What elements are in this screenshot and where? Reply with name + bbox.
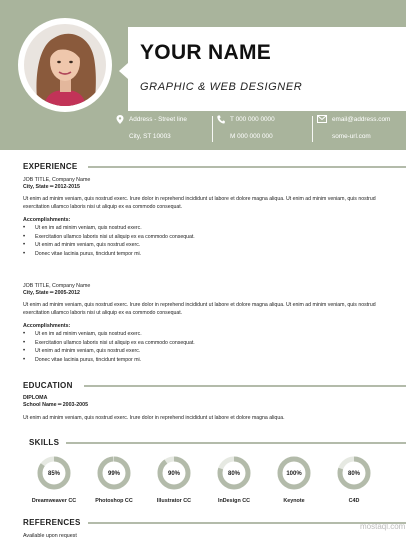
list-item: • Donec vitae lacinia purus, tincidunt tempor mi.	[23, 356, 383, 365]
section-rule	[88, 166, 406, 168]
job-title: JOB TITLE, Company Name	[23, 283, 91, 289]
skill-item	[84, 455, 144, 504]
job-description: Ut enim ad minim veniam, quis nostrud exerc. Irure dolor in reprehend incididunt ut labore et dolore magna aliqua. Ut enim ad minim veniam, quis nostrud exercitation ullamco laboris nisi ut aliquip ex ea commodo consequat.	[23, 196, 376, 210]
phone-icon	[217, 115, 226, 124]
experience-job-1	[23, 177, 383, 258]
skill-ring	[156, 455, 192, 491]
skill-name: Photoshop CC	[95, 498, 133, 504]
section-rule	[84, 385, 406, 387]
skill-item	[204, 455, 264, 504]
accomplishments-list	[23, 330, 383, 364]
job-location-dates: City, State ━ 2012-2015	[23, 184, 80, 190]
degree: DIPLOMA	[23, 395, 48, 401]
skill-name: Keynote	[283, 498, 305, 504]
skills-chart	[24, 455, 384, 511]
profile-photo	[24, 24, 106, 106]
contact-address	[129, 115, 187, 142]
accomplishments-label: Accomplishments:	[23, 323, 71, 329]
job-title: JOB TITLE, Company Name	[23, 177, 91, 183]
skill-percent-label: 80%	[347, 471, 361, 477]
contact-divider	[312, 116, 313, 142]
skill-item	[264, 455, 324, 504]
references-text: Available upon request	[23, 533, 77, 539]
full-name: YOUR NAME	[140, 41, 272, 64]
section-rule	[66, 442, 406, 444]
skill-name: InDesign CC	[217, 498, 251, 504]
phone-line1: T 000 000 0000	[230, 116, 275, 123]
skill-name: C4D	[348, 498, 360, 504]
experience-job-2	[23, 283, 383, 364]
skill-item	[144, 455, 204, 504]
address-line2: City, ST 10003	[129, 133, 171, 140]
accomplishments-list	[23, 224, 383, 258]
envelope-icon	[317, 115, 326, 124]
header-band	[0, 0, 406, 150]
name-card	[128, 27, 406, 111]
phone-line2: M 000 000 000	[230, 133, 273, 140]
skill-percent-label: 90%	[167, 471, 181, 477]
skill-percent-label: 99%	[107, 471, 121, 477]
education-description: Ut enim ad minim veniam, quis nostrud exerc. Irure dolor in reprehend incididunt ut labore et dolore magna aliqua.	[23, 415, 285, 421]
education-entry	[23, 395, 383, 422]
contact-phone	[230, 115, 275, 142]
list-item: • Ut en im ad minim veniam, quis nostrud exerc.	[23, 224, 383, 233]
skill-ring	[36, 455, 72, 491]
references-heading: REFERENCES	[23, 518, 81, 527]
skill-percent-label: 80%	[227, 471, 241, 477]
list-item: • Donec vitae lacinia purus, tincidunt tempor mi.	[23, 250, 383, 259]
skill-name: Dreamweaver CC	[31, 498, 77, 504]
skill-ring	[216, 455, 252, 491]
list-item: • Exercitation ullamco laboris nisi ut aliquip ex ea commodo consequat.	[23, 339, 383, 348]
location-pin-icon	[116, 115, 125, 124]
job-description: Ut enim ad minim veniam, quis nostrud exerc. Irure dolor in reprehend incididunt ut labore et dolore magna aliqua. Ut enim ad minim veniam, quis nostrud exercitation ullamco laboris nisi ut aliquip ex ea commodo consequat.	[23, 302, 376, 316]
skill-percent-label: 85%	[47, 471, 61, 477]
address-line1: Address - Street line	[129, 116, 187, 123]
job-role: GRAPHIC & WEB DESIGNER	[140, 81, 303, 93]
job-location-dates: City, State ━ 2005-2012	[23, 290, 80, 296]
contact-email	[332, 115, 390, 142]
watermark: mostaql.com	[360, 522, 406, 531]
education-heading: EDUCATION	[23, 381, 73, 390]
list-item: • Ut en im ad minim veniam, quis nostrud exerc.	[23, 330, 383, 339]
skill-ring	[336, 455, 372, 491]
accomplishments-label: Accomplishments:	[23, 217, 71, 223]
skill-percent-label: 100%	[286, 471, 302, 477]
email-line1[interactable]: email@address.com	[332, 116, 391, 123]
list-item: • Exercitation ullamco laboris nisi ut aliquip ex ea commodo consequat.	[23, 233, 383, 242]
skill-item	[24, 455, 84, 504]
skill-ring	[276, 455, 312, 491]
website-line[interactable]: some-url.com	[332, 133, 371, 140]
experience-heading: EXPERIENCE	[23, 162, 78, 171]
contact-divider	[212, 116, 213, 142]
school-dates: School Name ━ 2003-2005	[23, 402, 89, 408]
list-item: • Ut enim ad minim veniam, quis nostrud exerc.	[23, 241, 383, 250]
skill-name: Illustrator CC	[156, 498, 192, 504]
list-item: • Ut enim ad minim veniam, quis nostrud exerc.	[23, 347, 383, 356]
profile-photo-frame	[18, 18, 112, 112]
section-rule	[88, 522, 406, 524]
skills-heading: SKILLS	[29, 438, 60, 447]
skill-item	[324, 455, 384, 504]
skill-ring	[96, 455, 132, 491]
